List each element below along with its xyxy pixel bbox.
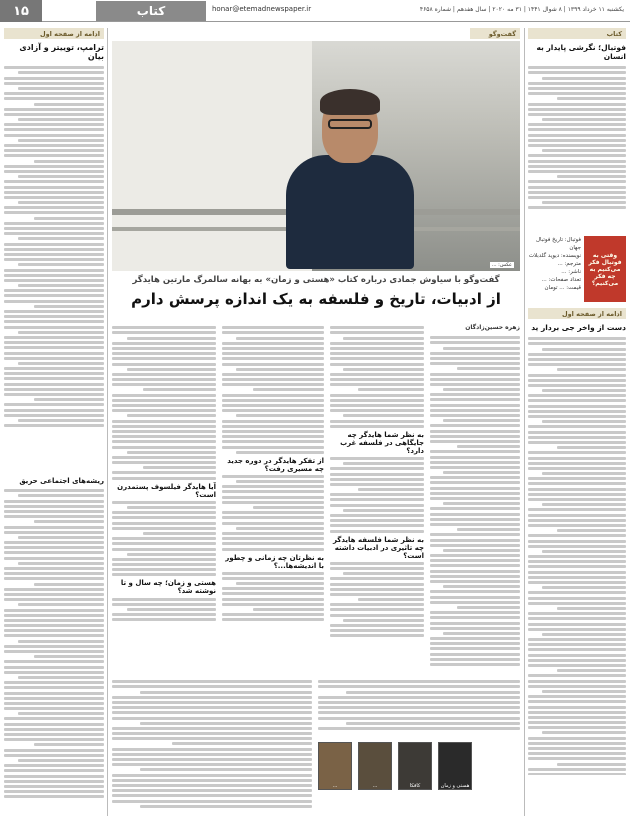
book-cover: ... [318, 742, 352, 790]
article-lower-text-2 [318, 678, 520, 738]
book-info-line: فوتبال: تاریخ فوتبال جهان [536, 237, 581, 251]
left-col-subhead: ریشه‌های اجتماعی حریق [19, 477, 104, 485]
left-column [4, 28, 104, 816]
book-info-line: مترجم: ... [557, 261, 581, 267]
left-col-text [4, 64, 104, 474]
left-col-label: ادامه از صفحه اول [4, 28, 104, 39]
article-subhead: آیا هایدگر فیلسوف پستمدرن است؟ [117, 482, 216, 499]
article-col-3 [222, 324, 324, 674]
byline: زهره حسین‌زادگان [465, 324, 520, 331]
article-lower-text [112, 678, 312, 814]
dateline: یکشنبه ۱۱ خرداد ۱۳۹۹ | ۸ شوال ۱۴۴۱ | ۳۱ مه ۲۰۲۰ | سال هفدهم | شماره ۴۶۵۸ [419, 6, 624, 13]
article-subhead: هستی و زمان؛ چه سال و تا نوشته شد؟ [120, 579, 216, 596]
right-col-label-2: ادامه از صفحه اول [528, 308, 626, 319]
photo-label: گفت‌وگو [470, 28, 520, 39]
book-info-list [528, 236, 581, 302]
book-info-line: ناشر: ... [561, 269, 581, 275]
kicker: گفت‌وگو با سیاوش جمادی درباره کتاب «هستی و زمان» به بهانه سالمرگ مارتین هایدگر [132, 275, 500, 285]
interviewee-figure [280, 93, 420, 269]
book-cover: ... [358, 742, 392, 790]
portrait-photo [112, 41, 520, 271]
article-subhead: به نظر شما هایدگر چه جایگاهی در فلسفه غرب دارد؟ [340, 430, 424, 455]
article-subhead: از تفکر هایدگر در دوره جدید چه مسیری رفت؟ [227, 456, 324, 473]
left-col-title: ترامپ، توییتر و آزادی بیان [19, 43, 104, 61]
article-col-2 [330, 324, 424, 674]
page-number: ۱۵ [0, 0, 42, 22]
main-headline: از ادبیات، تاریخ و فلسفه به یک اندازه پرسش دارم [131, 290, 501, 308]
right-col-title-2: دست از واخر جی بردار ید [531, 323, 626, 332]
right-col-title: فوتبال؛ نگرشی پایدار به انسان [536, 43, 626, 61]
book-covers [318, 742, 520, 802]
book-info-line: قیمت: ... تومان [544, 285, 581, 291]
article-subhead: به نظر شما فلسفه هایدگر چه تاثیری در ادبیات داشته است؟ [332, 535, 424, 560]
article-subhead: به نظرتان چه زمانی و چطور با اندیشه‌ها...؟ [225, 553, 324, 570]
column-rule [524, 28, 525, 816]
email-address[interactable]: honar@etemadnewspaper.ir [212, 5, 312, 13]
left-col-text-2 [4, 487, 104, 820]
book-cover: هستی و زمان [438, 742, 472, 790]
article-col-4 [112, 324, 216, 674]
section-tab: کتاب [96, 1, 206, 21]
book-cover: کافکا [398, 742, 432, 790]
right-col-label: کتاب [528, 28, 626, 39]
right-col-text [528, 64, 626, 234]
book-info-line: نویسنده: دیوید گلدبلات [528, 253, 581, 259]
book-info-line: تعداد صفحات: ... [541, 277, 581, 283]
right-column [528, 28, 626, 816]
article-col-1 [430, 334, 520, 674]
book-cover-ad: وقتی به فوتبال فکر می‌کنیم به چه فکر می‌کنیم؟ [584, 236, 626, 302]
column-rule [107, 28, 108, 816]
photo-credit: عکس: ... [491, 262, 512, 268]
right-col-text-2 [528, 335, 626, 775]
